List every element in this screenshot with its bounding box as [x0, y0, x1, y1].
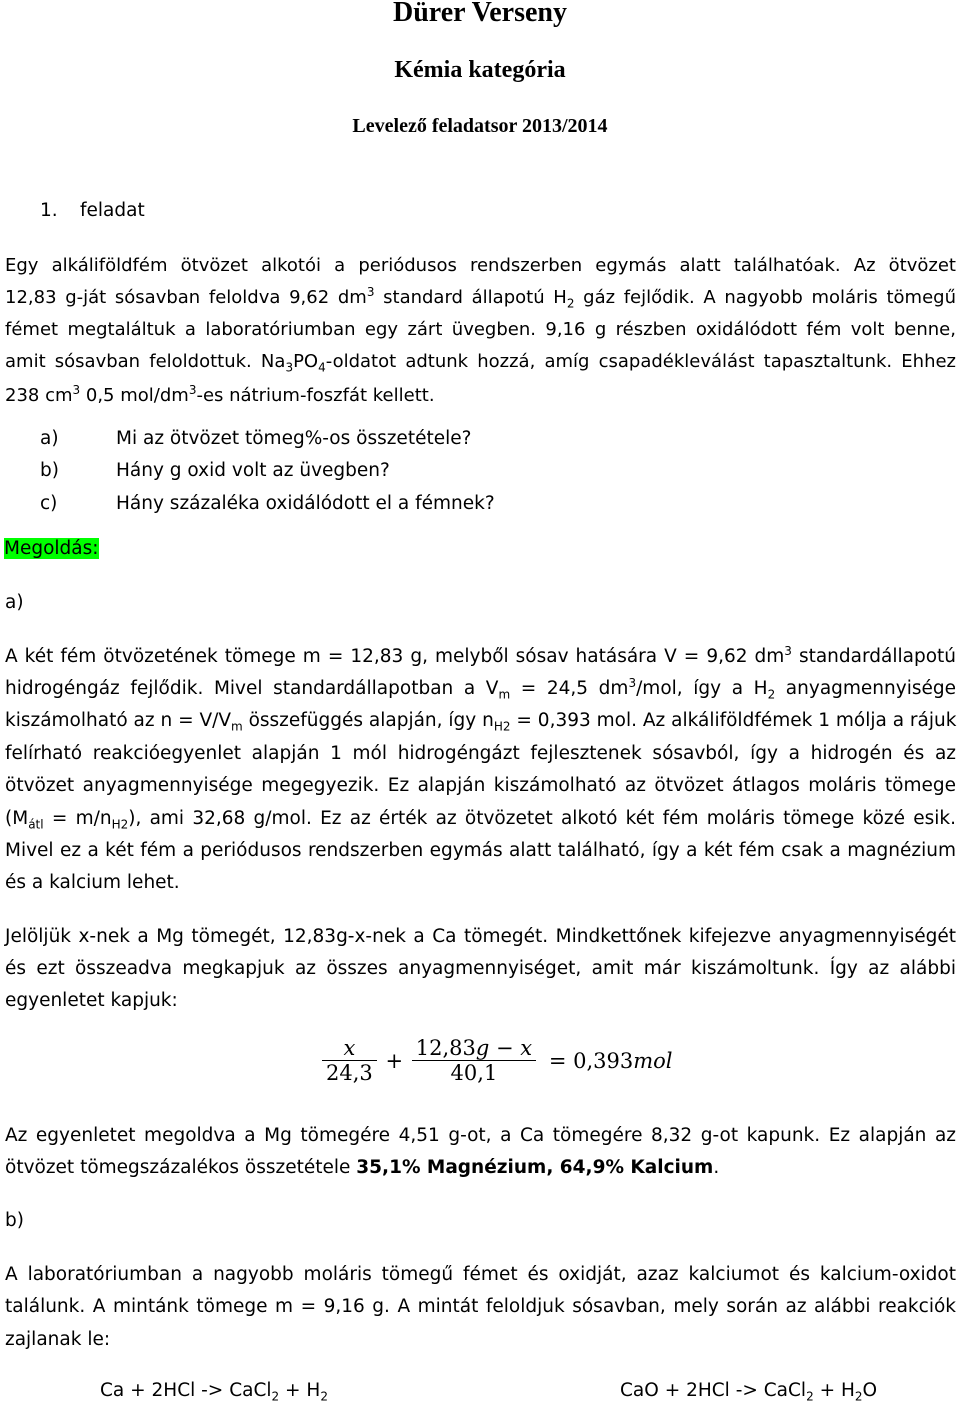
- reaction-equation-2: CaO + 2HCl -> CaCl$_2$ + $H_2O$: [620, 1380, 878, 1404]
- plus-sign: +: [385, 1048, 404, 1073]
- question-text: Hány százaléka oxidálódott el a fémnek?: [116, 493, 495, 514]
- text-line: Az egyenletet megoldva a Mg tömegére 4,51 g-ot, a Ca tömegére 8,32 g-ot kapunk. Ez alapján az: [5, 1125, 956, 1146]
- part-a-label: a): [5, 592, 24, 613]
- text-line: kiszámolható az $n = V/V_m$ összefüggés alapján, így $n_{H2} = 0,393$ mol. Az alkáliföldfémek 1 mólja a rájuk: [5, 710, 957, 734]
- text-line: felírható reakcióegyenlet alapján 1 mól hidrogéngázt fejlesztenek sósavból, így a hidrogén és az: [5, 743, 956, 764]
- text-line: hidrogéngáz fejlődik. Mivel standardállapotban a $V_m = 24,5$ $dm^3$/mol, így a $H_2$ anyagmennyisége: [5, 675, 956, 702]
- equation: [322, 1036, 672, 1085]
- task-number: 1.: [40, 200, 58, 221]
- question-item: [40, 489, 495, 519]
- text-line: ötvözet anyagmennyisége megegyezik. Ez alapján kiszámolható az ötvözet átlagos moláris tömege: [5, 775, 956, 796]
- question-text: Hány g oxid volt az üvegben?: [116, 460, 390, 481]
- equation-rhs: = 0,393mol: [548, 1048, 673, 1073]
- intro-line: amit sósavban feloldottuk. $Na_3PO_4$-oldatot adtunk hozzá, amíg csapadékleválást tapasztaltunk. Ehhez: [5, 351, 957, 375]
- task-label: feladat: [80, 200, 145, 221]
- text-line: A két fém ötvözetének tömege m = 12,83 g, melyből sósav hatására V = 9,62 $dm^3$ standardállapotú: [5, 643, 957, 667]
- text-line: ötvözet tömegszázalékos összetétele 35,1% Magnézium, 64,9% Kalcium.: [5, 1157, 720, 1178]
- text-line: találunk. A mintánk tömege m = 9,16 g. A mintát feloldjuk sósavban, mely során az alábbi reakciók: [5, 1296, 956, 1317]
- result-highlight: 35,1% Magnézium, 64,9% Kalcium: [356, 1157, 714, 1178]
- text-line: Mivel ez a két fém a periódusos rendszerben egymás alatt található, így a két fém csak a magnézium: [5, 840, 956, 861]
- solution-label: Megoldás:: [4, 538, 99, 559]
- question-letter: b): [40, 460, 59, 481]
- fraction-ca: $\frac{12,83g - x}{40,1}$: [412, 1036, 536, 1085]
- series-title: Levelező feladatsor 2013/2014: [352, 115, 608, 137]
- text-line: egyenletet kapjuk:: [5, 990, 178, 1011]
- part-b-label: b): [5, 1210, 24, 1231]
- text-line: zajlanak le:: [5, 1329, 111, 1350]
- question-letter: c): [40, 493, 58, 514]
- reaction-equation-1: Ca + 2HCl -> CaCl$_2$ + $H_2$: [100, 1380, 328, 1404]
- intro-line: 238 $cm^3$ 0,5 mol/$dm^3-es$ nátrium-foszfát kellett.: [5, 383, 435, 406]
- text-line: Jelöljük x-nek a Mg tömegét, 12,83g-x-nek a Ca tömegét. Mindkettőnek kifejezve anyagmennyiségét: [5, 926, 956, 947]
- intro-line: 12,83 g-ját sósavban feloldva 9,62 $dm^3$ standard állapotú $H_2$ gáz fejlődik. A nagyobb moláris tömegű: [5, 285, 956, 311]
- page-title: Dürer Verseny: [393, 0, 567, 28]
- fraction-mg: $\frac{x}{24,3}$: [322, 1036, 377, 1085]
- text-line: és ezt összeadva megkapjuk az összes anyagmennyiséget, amit már kiszámoltunk. Így az alábbi: [5, 958, 956, 979]
- text-line: és a kalcium lehet.: [5, 872, 180, 893]
- intro-line: Egy alkáliföldfém ötvözet alkotói a periódusos rendszerben egymás alatt találhatóak. Az ötvözet: [5, 255, 956, 276]
- category-title: Kémia kategória: [394, 57, 566, 83]
- task-heading: [40, 196, 145, 226]
- question-text: Mi az ötvözet tömeg%-os összetétele?: [116, 428, 472, 449]
- question-item: [40, 456, 390, 486]
- intro-line: fémet megtaláltuk a laboratóriumban egy zárt üvegben. 9,16 g részben oxidálódott fém volt benne,: [5, 319, 956, 340]
- question-item: [40, 424, 472, 454]
- text-line: A laboratóriumban a nagyobb moláris tömegű fémet és oxidját, azaz kalciumot és kalcium-oxidot: [5, 1264, 956, 1285]
- text-line: $(M_{átl} = m/n_{H2})$, ami 32,68 g/mol. Ez az érték az ötvözetet alkotó két fém moláris tömege közé esik.: [5, 808, 956, 832]
- question-letter: a): [40, 428, 59, 449]
